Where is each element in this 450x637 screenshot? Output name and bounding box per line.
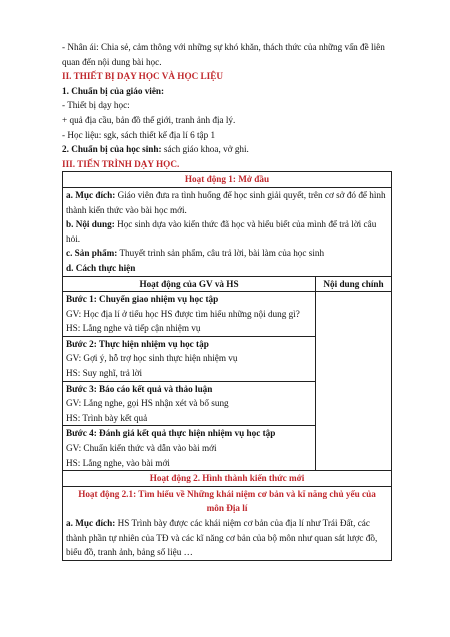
col-header-content: Nội dung chính (316, 277, 392, 292)
activity-2-goal-text: HS Trình bày được các khái niệm cơ bản của địa lí như Trái Đất, các thành phần tự nhiên của TĐ và các kĩ năng cơ bản của bộ môn như quan sát lược đồ, biểu đồ, tranh ảnh, bảng số liệu … (66, 518, 378, 558)
materials-line: - Học liệu: sgk, sách thiết kế địa lí 6 tập 1 (62, 129, 216, 140)
activity-2-1-title-line-1: Hoạt động 2.1: Tìm hiểu về Những khái niệm cơ bản và kĩ năng chủ yếu của (78, 488, 376, 499)
device-label: - Thiết bị dạy học: (62, 100, 130, 111)
section-2-heading: II. THIẾT BỊ DẠY HỌC VÀ HỌC LIỆU (62, 71, 223, 82)
steps-table (63, 277, 391, 471)
step-4-hs: HS: Lắng nghe, vào bài mới (66, 457, 170, 468)
step-4-cell (63, 426, 316, 470)
content-label: b. Nội dung: (66, 219, 115, 230)
product-label: c. Sản phẩm: (66, 248, 118, 259)
main-content-cell (316, 292, 392, 471)
activity-1-steps-cell (63, 276, 392, 471)
goal-text: Giáo viên đưa ra tình huống để học sinh giải quyết, trên cơ sở đó để hình thành kiến thức vào bài học mới. (66, 189, 386, 215)
teacher-prep-heading: 1. Chuẩn bị của giáo viên: (62, 85, 165, 96)
step-1-hs: HS: Lắng nghe và tiếp cận nhiệm vụ (66, 323, 201, 334)
lesson-table (62, 171, 392, 560)
step-2-title: Bước 2: Thực hiện nhiệm vụ học tập (66, 338, 209, 349)
step-3-hs: HS: Trình bày kết quả (66, 412, 148, 423)
activity-2-title: Hoạt động 2. Hình thành kiến thức mới (63, 471, 392, 487)
step-2-hs: HS: Suy nghĩ, trả lời (66, 368, 143, 379)
activity-1-product (66, 246, 388, 261)
step-2-cell (63, 336, 316, 381)
activity-1-goal (66, 188, 388, 217)
student-prep-line (62, 142, 392, 157)
activity-1-details (63, 187, 392, 276)
method-label: d. Cách thực hiện (66, 262, 136, 273)
content-text: Học sinh dựa vào kiến thức đã học và hiểu biết của mình để trả lời câu hỏi. (66, 219, 377, 244)
step-1-title: Bước 1: Chuyển giao nhiệm vụ học tập (66, 294, 219, 305)
activity-2-1-goal (66, 516, 388, 560)
step-4-gv: GV: Chuẩn kiến thức và dẫn vào bài mới (66, 443, 217, 454)
document-page (62, 40, 392, 561)
step-3-gv: GV: Lắng nghe, gọi HS nhận xét và bổ sung (66, 398, 229, 409)
activity-2-goal-label: a. Mục đích: (66, 518, 116, 528)
product-text: Thuyết trình sản phẩm, câu trả lời, bài làm của học sinh (117, 248, 325, 259)
col-header-activities: Hoạt động của GV và HS (63, 277, 316, 292)
intro-line-2: quan đến nội dung bài học. (62, 56, 162, 67)
step-1-gv: GV: Học địa lí ở tiểu học HS được tìm hiểu những nội dung gì? (66, 308, 300, 319)
device-item: + quả địa cầu, bản đồ thế giới, tranh ảnh địa lý. (62, 114, 236, 125)
step-row-1 (63, 292, 391, 337)
student-prep-text: sách giáo khoa, vở ghi. (161, 144, 249, 155)
step-2-gv: GV: Gợi ý, hỗ trợ học sinh thực hiện nhiệm vụ (66, 353, 238, 364)
section-3-heading: III. TIẾN TRÌNH DẠY HỌC. (62, 158, 180, 169)
activity-1-title: Hoạt động 1: Mở đầu (63, 172, 392, 188)
step-3-title: Bước 3: Báo cáo kết quả và thảo luận (66, 383, 213, 394)
intro-line-1: - Nhân ái: Chia sẻ, cảm thông với những sự khó khăn, thách thức của những vấn đề liên (62, 42, 385, 52)
step-3-cell (63, 381, 316, 426)
student-prep-label: 2. Chuẩn bị của học sinh: (62, 144, 162, 155)
activity-1-content (66, 217, 388, 246)
step-1-cell (63, 292, 316, 337)
goal-label: a. Mục đích: (66, 189, 116, 200)
activity-2-1-cell (63, 486, 392, 560)
step-4-title: Bước 4: Đánh giá kết quả thực hiện nhiệm vụ học tập (66, 428, 276, 439)
activity-2-1-title-line-2: môn Địa lí (206, 503, 248, 514)
